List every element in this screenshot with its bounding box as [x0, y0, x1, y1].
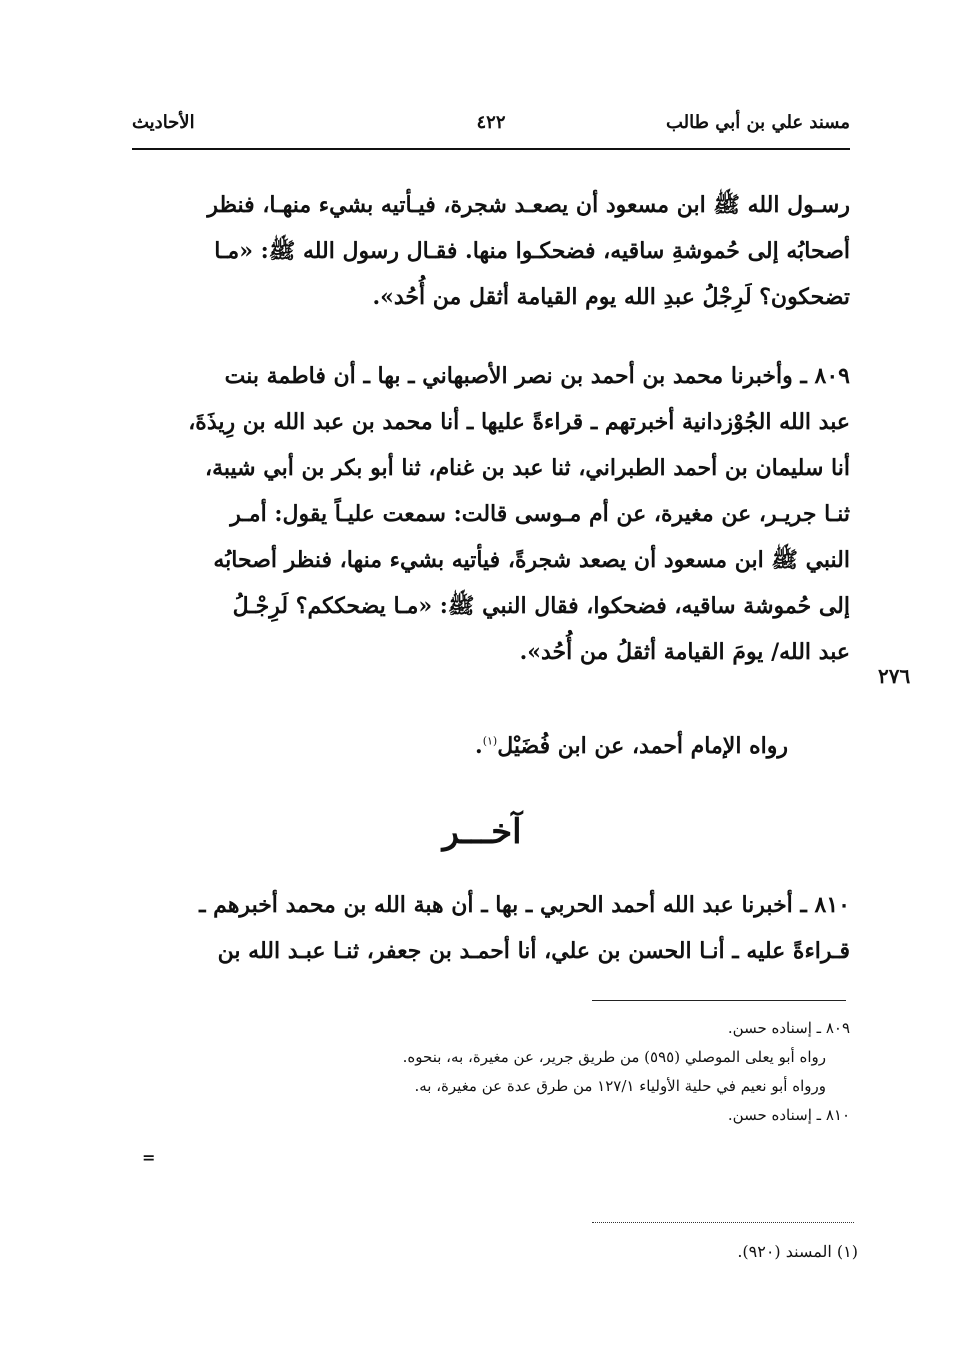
- text-line: ثنـا جريـر، عن مغيرة، عن أم مـوسى قالت: سمعت عليـاً يقول: أمـر: [230, 501, 850, 527]
- narration-text: رواه الإمام أحمد، عن ابن فُضَيْل: [497, 733, 788, 759]
- hadith-809: [132, 353, 850, 675]
- header-rule: [132, 148, 850, 150]
- text-line: رسـول الله ﷺ ابن مسعود أن يصعـد شجرة، فيـأتيه بشيء منهـا، فنظر: [207, 192, 850, 218]
- hadith-810: [132, 882, 850, 974]
- takhrij-notes: [150, 1014, 850, 1130]
- text-line: تضحكون؟ لَرِجْلُ عبدِ الله يوم القيامة أثقل من أُحُد».: [372, 284, 850, 310]
- section-title: الأحاديث: [132, 112, 195, 133]
- text-line: عبد الله الجُوْزدانية أخبرتهم ـ قراءةً عليها ـ أنا محمد بن عبد الله بن رِيذَةَ،: [188, 409, 850, 435]
- note-line: ورواه أبو نعيم في حلية الأولياء ١٢٧/١ من طرق عدة عن مغيرة، به.: [414, 1077, 826, 1095]
- page-number: ٤٢٢: [476, 112, 506, 133]
- text-line: ٨٠٩ ـ وأخبرنا محمد بن أحمد بن نصر الأصبهاني ـ بها ـ أن فاطمة بنت: [224, 363, 850, 389]
- footnote-divider: [592, 1222, 854, 1223]
- section-heading: آخـــر: [442, 812, 522, 852]
- narration-note: [475, 733, 788, 759]
- book-title: مسند علي بن أبي طالب: [665, 112, 850, 133]
- note-line: ٨١٠ ـ إسناده حسن.: [727, 1106, 850, 1124]
- narration-end: .: [475, 733, 483, 759]
- text-line: النبي ﷺ ابن مسعود أن يصعد شجرةً، فيأتيه بشيء منها، فنظر أصحابُه: [213, 547, 850, 573]
- text-line: عبد الله/ يومَ القيامة أثقلُ من أُحُد».: [519, 639, 850, 665]
- hadith-continuation: [132, 182, 850, 320]
- footnote: (١) المسند (٩٢٠).: [737, 1242, 858, 1261]
- note-line: رواه أبو يعلى الموصلي (٥٩٥) من طريق جرير، عن مغيرة، به، بنحوه.: [402, 1048, 826, 1066]
- text-line: أصحابُه إلى حُموشةِ ساقيه، فضحكـوا منها. فقـال رسول الله ﷺ: «مـا: [214, 238, 850, 264]
- text-line: إلى حُموشة ساقيه، فضحكوا، فقال النبي ﷺ: «مـا يضحككم؟ لَرِجْـلُ: [232, 593, 850, 619]
- margin-page-number: ٢٧٦: [878, 664, 911, 688]
- notes-divider: [592, 1000, 846, 1001]
- running-head: [132, 112, 850, 142]
- text-line: قـراءةً عليه ـ أنـا الحسن بن علي، أنا أحمـد بن جعفر، ثنـا عبـد الله بن: [217, 938, 850, 964]
- continuation-mark: =: [142, 1148, 156, 1167]
- text-line: أنا سليمان بن أحمد الطبراني، ثنا عبد بن غنام، ثنا أبو بكر بن أبي شيبة،: [204, 455, 850, 481]
- footnote-ref: (١): [482, 734, 498, 748]
- text-line: ٨١٠ ـ أخبرنا عبد الله أحمد الحربي ـ بها ـ أن هبة الله بن محمد أخبرهم ـ: [199, 892, 850, 918]
- note-line: ٨٠٩ ـ إسناده حسن.: [727, 1019, 850, 1037]
